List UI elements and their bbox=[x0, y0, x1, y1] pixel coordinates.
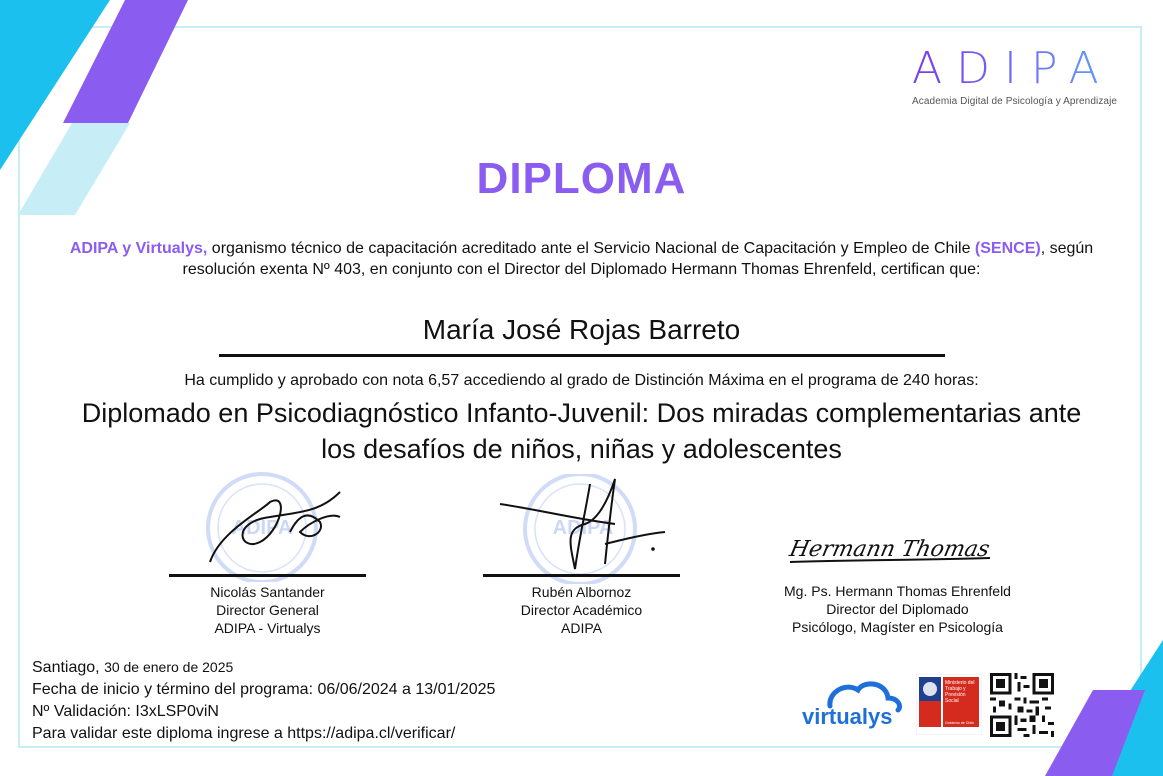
logo-subtitle: Academia Digital de Psicología y Aprendizaje bbox=[912, 96, 1118, 107]
stamp-2-text: ADIPA bbox=[552, 517, 614, 539]
ministerio-text-1: Ministerio del bbox=[945, 680, 975, 686]
ministerio-text-3: Previsión bbox=[945, 692, 966, 698]
signature-3-name: Mg. Ps. Hermann Thomas Ehrenfeld bbox=[784, 583, 1011, 599]
verify-link[interactable]: https://adipa.cl/verificar/ bbox=[287, 725, 456, 742]
ministerio-text-4: Social bbox=[945, 698, 959, 704]
signature-2-caption bbox=[463, 583, 700, 637]
signature-1-org: ADIPA - Virtualys bbox=[214, 620, 321, 636]
footer-date-line bbox=[32, 656, 495, 679]
recipient-name: María José Rojas Barreto bbox=[422, 314, 741, 345]
footer-verify-line bbox=[32, 723, 495, 745]
signature-3-role: Director del Diplomado bbox=[826, 601, 969, 617]
signature-2-image bbox=[495, 474, 675, 584]
signature-1-name: Nicolás Santander bbox=[210, 584, 325, 600]
ministerio-trabajo-logo bbox=[916, 674, 982, 735]
virtualys-logo-text: virtualys bbox=[802, 704, 893, 729]
grade-statement bbox=[0, 372, 1163, 390]
adipa-logo bbox=[912, 44, 1127, 107]
stamp-1-text: ADIPA bbox=[231, 517, 293, 539]
signature-1-caption bbox=[150, 583, 385, 637]
intro-text-1: organismo técnico de capacitación acreditado ante el Servicio Nacional de Capacitación y Empleo de Chile bbox=[207, 240, 975, 257]
recipient-underline bbox=[219, 354, 945, 357]
gobierno-text: Gobierno de Chile bbox=[945, 721, 974, 725]
intro-sence: (SENCE) bbox=[974, 240, 1041, 257]
logo-wordmark: ADIPA bbox=[912, 44, 1127, 94]
intro-paragraph bbox=[40, 238, 1123, 280]
signature-3-image bbox=[785, 524, 995, 574]
footer-validation: Nº Validación: I3xLSP0viN bbox=[32, 703, 219, 720]
footer-details bbox=[32, 656, 495, 745]
signature-3-caption bbox=[765, 582, 1030, 636]
qr-code-icon[interactable] bbox=[990, 673, 1054, 737]
signature-1-image bbox=[200, 472, 380, 582]
signature-2-role: Director Académico bbox=[520, 602, 643, 618]
program-title: Diplomado en Psicodiagnóstico Infanto-Juvenil: Dos miradas complementarias ante los desafíos de niños, niñas y adolescentes bbox=[81, 398, 1082, 464]
signature-2-name: Rubén Albornoz bbox=[531, 584, 632, 600]
grade-value: 6,57 bbox=[428, 372, 460, 389]
ministerio-text-2: Trabajo y bbox=[945, 686, 966, 692]
intro-org: ADIPA y Virtualys, bbox=[69, 240, 208, 257]
signature-1-role: Director General bbox=[216, 602, 319, 618]
footer-program-dates: Fecha de inicio y término del programa: 06/06/2024 a 13/01/2025 bbox=[32, 681, 496, 698]
signature-2-line bbox=[483, 574, 680, 577]
diploma-title: DIPLOMA bbox=[476, 154, 687, 203]
footer-verify-prefix: Para validar este diploma ingrese a bbox=[32, 725, 283, 742]
footer-city: Santiago, bbox=[32, 659, 100, 676]
grade-suffix: accediendo al grado de Distinción Máxima en el programa de 240 horas: bbox=[463, 372, 979, 389]
signature-2-org: ADIPA bbox=[561, 620, 602, 636]
signature-3-handwriting: Hermann Thomas bbox=[787, 536, 993, 562]
grade-prefix: Ha cumplido y aprobado con nota bbox=[184, 372, 424, 389]
signature-3-org: Psicólogo, Magíster en Psicología bbox=[792, 619, 1003, 635]
signature-1-line bbox=[169, 574, 366, 577]
footer-date: 30 de enero de 2025 bbox=[104, 659, 234, 675]
intro-text-2: , según resolución exenta Nº 403, en conjunto con el Director del Diplomado Hermann Thomas Ehrenfeld, certifican que: bbox=[182, 240, 1094, 278]
